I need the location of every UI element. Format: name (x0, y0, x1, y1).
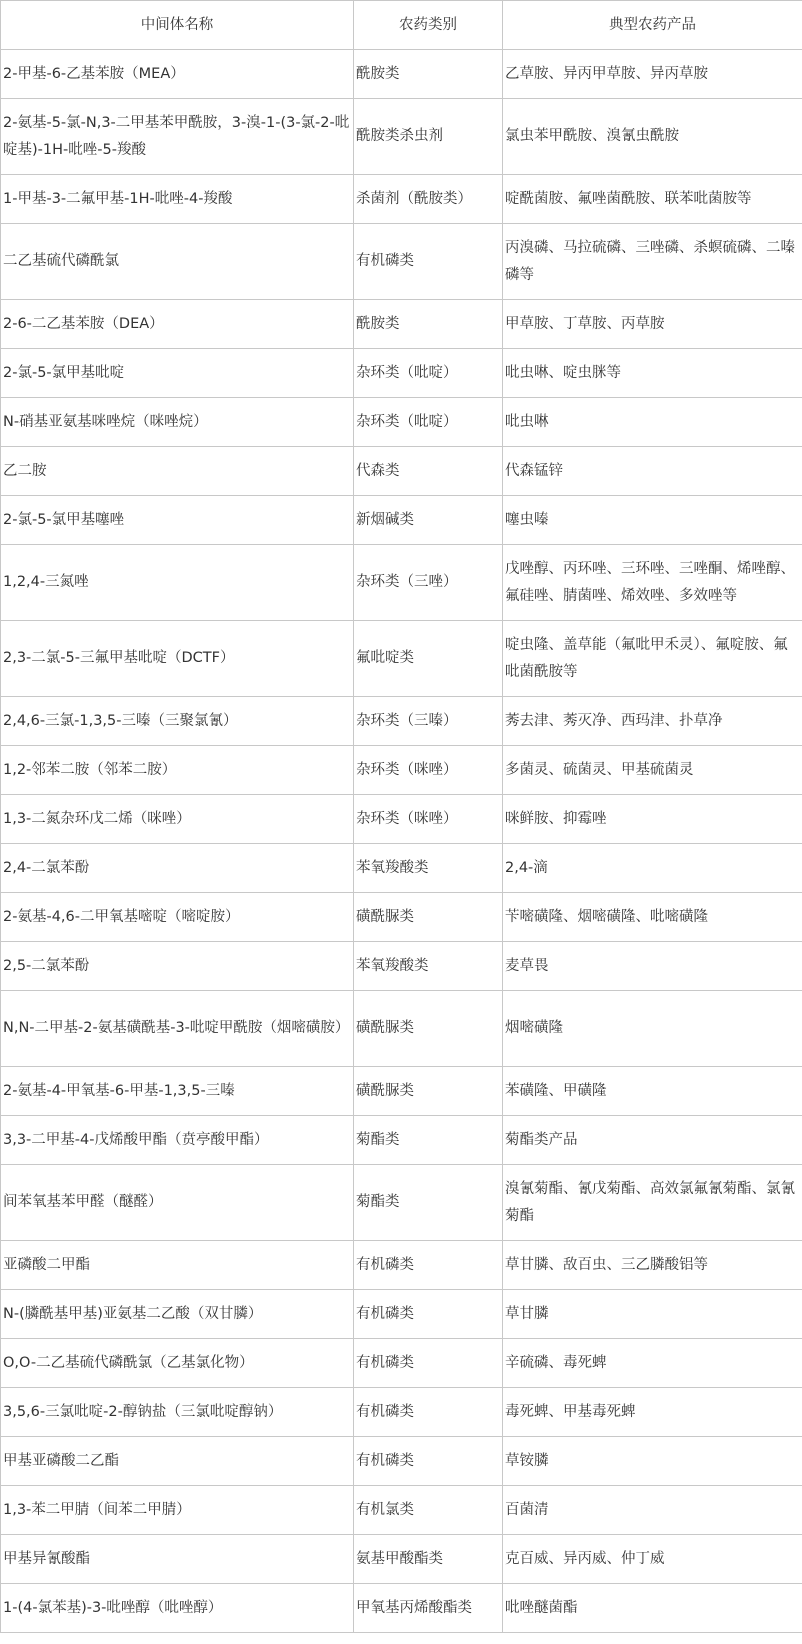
intermediate-name-cell: 乙二胺 (1, 447, 354, 496)
intermediate-name-cell: 2,4-二氯苯酚 (1, 844, 354, 893)
intermediate-name-cell: N-(膦酰基甲基)亚氨基二乙酸（双甘膦） (1, 1290, 354, 1339)
table-row (1, 398, 802, 447)
category-cell: 有机磷类 (354, 1388, 503, 1437)
products-cell: 2,4-滴 (503, 844, 802, 893)
intermediate-name-cell: 2-氨基-4-甲氧基-6-甲基-1,3,5-三嗪 (1, 1067, 354, 1116)
category-cell: 酰胺类杀虫剂 (354, 99, 503, 175)
table-row (1, 175, 802, 224)
intermediate-name-cell: 1,3-二氮杂环戊二烯（咪唑） (1, 795, 354, 844)
table-row (1, 795, 802, 844)
table-row (1, 844, 802, 893)
products-cell: 苯磺隆、甲磺隆 (503, 1067, 802, 1116)
table-row (1, 545, 802, 621)
table-row (1, 349, 802, 398)
products-cell: 甲草胺、丁草胺、丙草胺 (503, 300, 802, 349)
header-typical-products: 典型农药产品 (503, 1, 802, 50)
intermediate-name-cell: 2-氯-5-氯甲基吡啶 (1, 349, 354, 398)
table-row (1, 991, 802, 1067)
category-cell: 有机磷类 (354, 1437, 503, 1486)
table-row (1, 621, 802, 697)
category-cell: 有机磷类 (354, 1339, 503, 1388)
table-row (1, 1067, 802, 1116)
products-cell: 克百威、异丙威、仲丁威 (503, 1535, 802, 1584)
products-cell: 吡虫啉、啶虫脒等 (503, 349, 802, 398)
intermediate-name-cell: 亚磷酸二甲酯 (1, 1241, 354, 1290)
table-header-row (1, 1, 802, 50)
table-row (1, 300, 802, 349)
products-cell: 吡虫啉 (503, 398, 802, 447)
category-cell: 磺酰脲类 (354, 893, 503, 942)
table-row (1, 1437, 802, 1486)
table-row (1, 697, 802, 746)
table-row (1, 224, 802, 300)
intermediate-name-cell: 2-6-二乙基苯胺（DEA） (1, 300, 354, 349)
category-cell: 新烟碱类 (354, 496, 503, 545)
table-row (1, 1241, 802, 1290)
intermediate-name-cell: N-硝基亚氨基咪唑烷（咪唑烷） (1, 398, 354, 447)
intermediate-name-cell: 1-(4-氯苯基)-3-吡唑醇（吡唑醇） (1, 1584, 354, 1633)
table-row (1, 1584, 802, 1633)
products-cell: 莠去津、莠灭净、西玛津、扑草净 (503, 697, 802, 746)
category-cell: 苯氧羧酸类 (354, 844, 503, 893)
products-cell: 啶酰菌胺、氟唑菌酰胺、联苯吡菌胺等 (503, 175, 802, 224)
products-cell: 苄嘧磺隆、烟嘧磺隆、吡嘧磺隆 (503, 893, 802, 942)
header-pesticide-category: 农药类别 (354, 1, 503, 50)
products-cell: 戊唑醇、丙环唑、三环唑、三唑酮、烯唑醇、氟硅唑、腈菌唑、烯效唑、多效唑等 (503, 545, 802, 621)
category-cell: 酰胺类 (354, 300, 503, 349)
category-cell: 氟吡啶类 (354, 621, 503, 697)
table-row (1, 1339, 802, 1388)
products-cell: 辛硫磷、毒死蜱 (503, 1339, 802, 1388)
header-intermediate-name: 中间体名称 (1, 1, 354, 50)
intermediate-name-cell: 2-氨基-5-氯-N,3-二甲基苯甲酰胺，3-溴-1-(3-氯-2-吡啶基)-1H-吡唑-5-羧酸 (1, 99, 354, 175)
intermediate-name-cell: 2-氯-5-氯甲基噻唑 (1, 496, 354, 545)
intermediate-name-cell: 二乙基硫代磷酰氯 (1, 224, 354, 300)
products-cell: 咪鲜胺、抑霉唑 (503, 795, 802, 844)
intermediate-name-cell: 1,2,4-三氮唑 (1, 545, 354, 621)
table-row (1, 496, 802, 545)
intermediate-name-cell: O,O-二乙基硫代磷酰氯（乙基氯化物） (1, 1339, 354, 1388)
table-row (1, 1290, 802, 1339)
category-cell: 菊酯类 (354, 1116, 503, 1165)
table-row (1, 447, 802, 496)
table-row (1, 50, 802, 99)
category-cell: 磺酰脲类 (354, 1067, 503, 1116)
table-row (1, 1388, 802, 1437)
intermediate-name-cell: 2,5-二氯苯酚 (1, 942, 354, 991)
intermediate-name-cell: 2-甲基-6-乙基苯胺（MEA） (1, 50, 354, 99)
intermediate-name-cell: 3,3-二甲基-4-戊烯酸甲酯（贲亭酸甲酯） (1, 1116, 354, 1165)
products-cell: 代森锰锌 (503, 447, 802, 496)
products-cell: 草甘膦、敌百虫、三乙膦酸铝等 (503, 1241, 802, 1290)
intermediate-name-cell: 1-甲基-3-二氟甲基-1H-吡唑-4-羧酸 (1, 175, 354, 224)
products-cell: 丙溴磷、马拉硫磷、三唑磷、杀螟硫磷、二嗪磷等 (503, 224, 802, 300)
category-cell: 代森类 (354, 447, 503, 496)
products-cell: 草铵膦 (503, 1437, 802, 1486)
products-cell: 啶虫隆、盖草能（氟吡甲禾灵）、氟啶胺、氟吡菌酰胺等 (503, 621, 802, 697)
table-row (1, 1165, 802, 1241)
category-cell: 有机磷类 (354, 1290, 503, 1339)
category-cell: 菊酯类 (354, 1165, 503, 1241)
intermediate-name-cell: 甲基亚磷酸二乙酯 (1, 1437, 354, 1486)
products-cell: 溴氰菊酯、氰戊菊酯、高效氯氟氰菊酯、氯氰菊酯 (503, 1165, 802, 1241)
category-cell: 杂环类（咪唑） (354, 795, 503, 844)
intermediate-name-cell: 2,3-二氯-5-三氟甲基吡啶（DCTF） (1, 621, 354, 697)
intermediate-name-cell: 1,2-邻苯二胺（邻苯二胺） (1, 746, 354, 795)
category-cell: 杂环类（三嗪） (354, 697, 503, 746)
products-cell: 麦草畏 (503, 942, 802, 991)
table-row (1, 1116, 802, 1165)
category-cell: 氨基甲酸酯类 (354, 1535, 503, 1584)
category-cell: 杂环类（咪唑） (354, 746, 503, 795)
products-cell: 毒死蜱、甲基毒死蜱 (503, 1388, 802, 1437)
intermediate-name-cell: 3,5,6-三氯吡啶-2-醇钠盐（三氯吡啶醇钠） (1, 1388, 354, 1437)
products-cell: 百菌清 (503, 1486, 802, 1535)
category-cell: 甲氧基丙烯酸酯类 (354, 1584, 503, 1633)
category-cell: 杂环类（三唑） (354, 545, 503, 621)
table-row (1, 1535, 802, 1584)
intermediate-name-cell: 甲基异氰酸酯 (1, 1535, 354, 1584)
intermediate-name-cell: 2,4,6-三氯-1,3,5-三嗪（三聚氯氰） (1, 697, 354, 746)
category-cell: 杂环类（吡啶） (354, 398, 503, 447)
products-cell: 多菌灵、硫菌灵、甲基硫菌灵 (503, 746, 802, 795)
products-cell: 菊酯类产品 (503, 1116, 802, 1165)
category-cell: 有机磷类 (354, 224, 503, 300)
table-row (1, 746, 802, 795)
table-row (1, 893, 802, 942)
intermediate-name-cell: N,N-二甲基-2-氨基磺酰基-3-吡啶甲酰胺（烟嘧磺胺） (1, 991, 354, 1067)
products-cell: 草甘膦 (503, 1290, 802, 1339)
category-cell: 有机氯类 (354, 1486, 503, 1535)
products-cell: 氯虫苯甲酰胺、溴氰虫酰胺 (503, 99, 802, 175)
products-cell: 噻虫嗪 (503, 496, 802, 545)
products-cell: 烟嘧磺隆 (503, 991, 802, 1067)
products-cell: 乙草胺、异丙甲草胺、异丙草胺 (503, 50, 802, 99)
category-cell: 磺酰脲类 (354, 991, 503, 1067)
category-cell: 杀菌剂（酰胺类） (354, 175, 503, 224)
products-cell: 吡唑醚菌酯 (503, 1584, 802, 1633)
table-row (1, 1486, 802, 1535)
category-cell: 杂环类（吡啶） (354, 349, 503, 398)
intermediate-name-cell: 间苯氧基苯甲醛（醚醛） (1, 1165, 354, 1241)
table-row (1, 942, 802, 991)
table-row (1, 99, 802, 175)
category-cell: 有机磷类 (354, 1241, 503, 1290)
intermediate-name-cell: 2-氨基-4,6-二甲氧基嘧啶（嘧啶胺） (1, 893, 354, 942)
intermediate-name-cell: 1,3-苯二甲腈（间苯二甲腈） (1, 1486, 354, 1535)
category-cell: 苯氧羧酸类 (354, 942, 503, 991)
category-cell: 酰胺类 (354, 50, 503, 99)
